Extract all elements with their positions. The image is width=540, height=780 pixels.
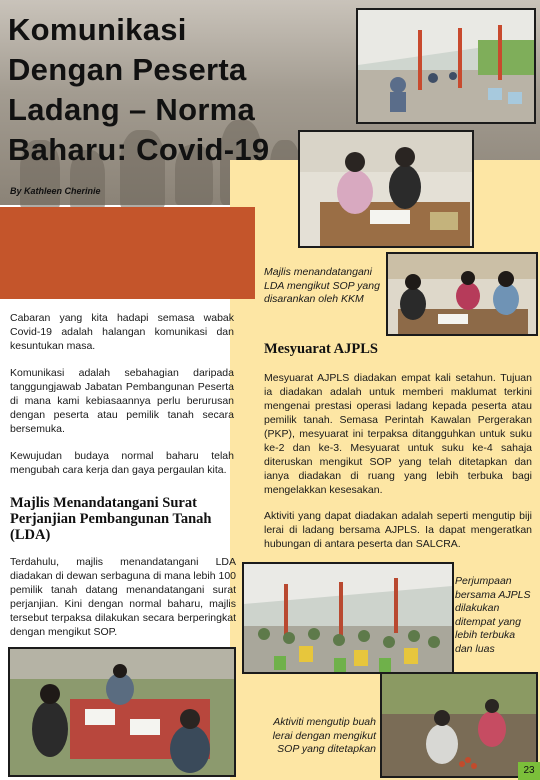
caption-fruit-collecting: Aktiviti mengutip buah lerai dengan mengikut SOP yang ditetapkan — [272, 716, 376, 755]
photo-open-hall-meeting — [242, 562, 454, 674]
intro-paragraph-3: Kewujudan budaya normal baharu telah mengubah cara kerja dan gaya pergaulan kita. — [10, 450, 234, 476]
ajpls-section — [264, 341, 532, 551]
photo-signing-table — [298, 130, 474, 248]
lda-section — [10, 495, 236, 639]
lda-paragraph: Terdahulu, majlis menandatangani LDA diadakan di dewan serbaguna di mana lebih 100 pemilik tanah datang menandatangani surat perjanjian. Kini dengan normal baharu, majlis tersebut terpaksa dilakukan secara berperingkat dengan mengikut SOP. — [10, 556, 236, 638]
lda-heading: Majlis Menandatangani Surat Perjanjian Pembangunan Tanah (LDA) — [10, 495, 212, 543]
ajpls-paragraph-2: Aktiviti yang dapat diadakan adalah seperti mengutip biji lerai di ladang bersama AJPLS. Ia dapat mengeratkan hubungan di antara peserta dan SALCRA. — [264, 510, 532, 550]
intro-paragraph-2: Komunikasi adalah sebahagian daripada tanggungjawab Jabatan Pembangunan Peserta di mana kami kebiasaannya perlu berurusan dengan peserta atau pemilik tanah secara bersemuka. — [10, 367, 234, 435]
intro-section — [10, 311, 234, 477]
photo-small-meeting — [386, 252, 538, 336]
accent-block — [0, 207, 255, 299]
caption-lda-sop: Majlis menandatangani LDA mengikut SOP yang disarankan oleh KKM — [264, 266, 380, 305]
ajpls-paragraph-1: Mesyuarat AJPLS diadakan empat kali setahun. Tujuan ia diadakan adalah untuk memberi maklumat terkini mengenai prestasi operasi ladang kepada peserta atau pemilik tanah. Semasa Perintah Kawalan Pergerakan (PKP), mesyuarat ini terpaksa ditangguhkan untuk suku ke-2 dan ke-3. Mesyuarat untuk suku ke-4 sahaja diteruskan mengikut SOP yang telah ditetapkan dan ianya diadakan di ruang yang lebih terbuka bagi mengelakkan kesesakan. — [264, 372, 532, 496]
page-number: 23 — [518, 762, 540, 780]
intro-paragraph-1: Cabaran yang kita hadapi semasa wabak Covid-19 adalah halangan komunikasi dan kesuntukan masa. — [10, 312, 234, 352]
photo-fruit-collecting — [380, 672, 538, 778]
photo-outdoor-signing — [8, 647, 236, 777]
caption-ajpls-meeting: Perjumpaan bersama AJPLS dilakukan ditempat yang lebih terbuka dan luas — [455, 575, 531, 655]
author-byline: By Kathleen Cherinie — [10, 186, 101, 196]
article-title: Komunikasi Dengan Peserta Ladang – Norma Baharu: Covid-19 — [8, 12, 270, 167]
photo-covered-hall — [356, 8, 536, 124]
ajpls-heading: Mesyuarat AJPLS — [264, 341, 378, 357]
